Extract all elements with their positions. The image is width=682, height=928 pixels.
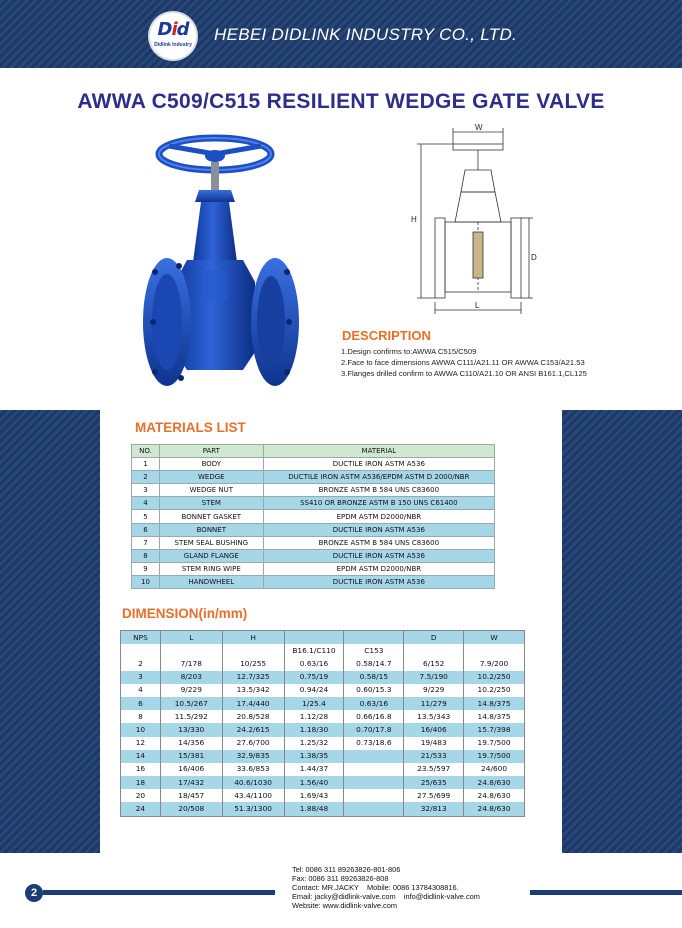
description-list (341, 346, 587, 379)
table-cell (160, 644, 222, 657)
table-cell: DUCTILE IRON ASTM A536 (263, 458, 494, 471)
contact-person: Contact: MR.JACKY Mobile: 0086 13784308816. (292, 883, 459, 892)
table-cell (121, 644, 161, 657)
table-cell: 0.94/24 (284, 684, 344, 697)
description-item: 3.Flanges drilled confirm to AWWA C110/A21.10 OR ANSI B161.1,CL125 (341, 369, 587, 378)
table-cell: 0.63/16 (284, 657, 344, 670)
materials-row (132, 510, 495, 523)
table-cell: WEDGE (159, 471, 263, 484)
table-cell: L (160, 631, 222, 645)
table-cell: 51.3/1300 (222, 802, 284, 816)
table-cell: 1.44/37 (284, 763, 344, 776)
table-cell: 18/457 (160, 789, 222, 802)
logo-text: Did (157, 19, 189, 40)
materials-row (132, 562, 495, 575)
table-cell: 10.5/267 (160, 697, 222, 710)
table-cell: 0.58/15 (344, 671, 404, 684)
contact-fax: Fax: 0086 311 89263826-808 (292, 874, 389, 883)
dimension-row (121, 776, 525, 789)
table-cell (344, 631, 404, 645)
table-cell: 1.69/43 (284, 789, 344, 802)
table-cell: BONNET GASKET (159, 510, 263, 523)
table-cell: NPS (121, 631, 161, 645)
table-cell: 10 (132, 575, 160, 588)
table-cell: 1.18/30 (284, 723, 344, 736)
table-cell: STEM (159, 497, 263, 510)
page-title: AWWA C509/C515 RESILIENT WEDGE GATE VALVE (77, 90, 605, 113)
table-cell: W (464, 631, 525, 645)
table-cell: 0.58/14.7 (344, 657, 404, 670)
table-cell: NO. (132, 445, 160, 458)
materials-header-row (132, 445, 495, 458)
table-cell: WEDGE NUT (159, 484, 263, 497)
table-cell: 24.8/630 (464, 776, 525, 789)
materials-table (131, 444, 495, 589)
table-cell: 8/203 (160, 671, 222, 684)
table-cell: 0.75/19 (284, 671, 344, 684)
table-cell: 27.5/699 (404, 789, 464, 802)
dim-label-d: D (531, 253, 537, 262)
dimension-row (121, 684, 525, 697)
dimension-row (121, 750, 525, 763)
table-cell: 4 (121, 684, 161, 697)
table-cell (464, 644, 525, 657)
dimension-heading: DIMENSION(in/mm) (122, 606, 248, 621)
table-cell: 1.25/32 (284, 737, 344, 750)
description-item: 2.Face to face dimensions AWWA C111/A21.11 OR AWWA C153/A21.53 (341, 358, 585, 367)
dimension-row (121, 710, 525, 723)
materials-row (132, 575, 495, 588)
table-cell (344, 763, 404, 776)
description-item: 1.Design confirms to:AWWA C515/C509 (341, 347, 477, 356)
dimension-row (121, 697, 525, 710)
dimension-row (121, 737, 525, 750)
table-cell: 24.8/630 (464, 802, 525, 816)
table-cell: 10.2/250 (464, 671, 525, 684)
table-cell: B16.1/C110 (284, 644, 344, 657)
table-cell: 19.7/500 (464, 750, 525, 763)
table-cell: 2 (121, 657, 161, 670)
table-cell: 32/813 (404, 802, 464, 816)
dim-label-w: W (475, 123, 483, 132)
table-cell: 15/381 (160, 750, 222, 763)
table-cell: 14.8/375 (464, 710, 525, 723)
materials-row (132, 497, 495, 510)
table-cell: 14 (121, 750, 161, 763)
table-cell: 25/635 (404, 776, 464, 789)
footer-bar-right (530, 890, 682, 895)
table-cell: PART (159, 445, 263, 458)
table-cell: 1.38/35 (284, 750, 344, 763)
table-cell: 15.7/398 (464, 723, 525, 736)
table-cell: 10.2/250 (464, 684, 525, 697)
table-cell (344, 789, 404, 802)
dimension-subheader-row (121, 644, 525, 657)
table-cell: 0.60/15.3 (344, 684, 404, 697)
table-cell: 6 (132, 523, 160, 536)
footer-bar-left (43, 890, 275, 895)
table-cell: 20 (121, 789, 161, 802)
dimension-row (121, 671, 525, 684)
dimension-row (121, 657, 525, 670)
table-cell: 13.5/342 (222, 684, 284, 697)
materials-heading: MATERIALS LIST (135, 420, 246, 435)
table-cell: 24.2/615 (222, 723, 284, 736)
dimension-header-row (121, 631, 525, 645)
table-cell: 11.5/292 (160, 710, 222, 723)
table-cell: 14.8/375 (464, 697, 525, 710)
table-cell: 3 (132, 484, 160, 497)
dimension-row (121, 763, 525, 776)
table-cell: 10 (121, 723, 161, 736)
table-cell: 17/432 (160, 776, 222, 789)
table-cell (344, 802, 404, 816)
table-cell: BRONZE ASTM B 584 UNS C83600 (263, 484, 494, 497)
table-cell: 19/483 (404, 737, 464, 750)
table-cell: BODY (159, 458, 263, 471)
table-cell: 20/508 (160, 802, 222, 816)
table-cell: 40.6/1030 (222, 776, 284, 789)
table-cell: BONNET (159, 523, 263, 536)
table-cell: 0.73/18.6 (344, 737, 404, 750)
table-cell: 9 (132, 562, 160, 575)
table-cell: 33.6/853 (222, 763, 284, 776)
table-cell (344, 776, 404, 789)
table-cell: DUCTILE IRON ASTM A536 (263, 549, 494, 562)
table-cell: 1.56/40 (284, 776, 344, 789)
dimension-row (121, 723, 525, 736)
side-stripe-right (562, 410, 682, 853)
table-cell: 24.8/630 (464, 789, 525, 802)
table-cell: 21/533 (404, 750, 464, 763)
table-cell: 0.66/16.8 (344, 710, 404, 723)
materials-row (132, 549, 495, 562)
table-cell: 19.7/500 (464, 737, 525, 750)
table-cell: 9/229 (404, 684, 464, 697)
table-cell: 14/356 (160, 737, 222, 750)
table-cell: 13.5/343 (404, 710, 464, 723)
table-cell: 11/279 (404, 697, 464, 710)
side-stripe-left (0, 410, 100, 853)
table-cell: 18 (121, 776, 161, 789)
table-cell: 43.4/1100 (222, 789, 284, 802)
table-cell: H (222, 631, 284, 645)
table-cell: BRONZE ASTM B 584 UNS C83600 (263, 536, 494, 549)
table-cell: 23.5/597 (404, 763, 464, 776)
materials-row (132, 484, 495, 497)
table-cell: 8 (132, 549, 160, 562)
company-name: HEBEI DIDLINK INDUSTRY CO., LTD. (214, 25, 518, 44)
contact-info (292, 865, 480, 910)
table-cell: 9/229 (160, 684, 222, 697)
materials-row (132, 471, 495, 484)
table-cell: 13/330 (160, 723, 222, 736)
table-cell: 4 (132, 497, 160, 510)
table-cell: EPDM ASTM D2000/NBR (263, 510, 494, 523)
table-cell: 3 (121, 671, 161, 684)
table-cell: SS410 OR BRONZE ASTM B 150 UNS C61400 (263, 497, 494, 510)
table-cell: 1 (132, 458, 160, 471)
table-cell: 2 (132, 471, 160, 484)
header-banner (0, 0, 682, 68)
table-cell: MATERIAL (263, 445, 494, 458)
table-cell: 6/152 (404, 657, 464, 670)
dimension-row (121, 789, 525, 802)
table-cell: 1.12/28 (284, 710, 344, 723)
dimension-row (121, 802, 525, 816)
table-cell (284, 631, 344, 645)
table-cell (344, 750, 404, 763)
table-cell: 32.9/835 (222, 750, 284, 763)
table-cell: 6 (121, 697, 161, 710)
table-cell: 0.63/16 (344, 697, 404, 710)
table-cell: 1/25.4 (284, 697, 344, 710)
contact-email: Email: jacky@didlink-valve.com info@didlink-valve.com (292, 892, 480, 901)
table-cell: 7/178 (160, 657, 222, 670)
table-cell (222, 644, 284, 657)
valve-photo (143, 132, 303, 394)
logo-subtext: Didlink Industry (154, 42, 192, 48)
table-cell: 5 (132, 510, 160, 523)
table-cell: DUCTILE IRON ASTM A536 (263, 523, 494, 536)
dim-label-l: L (475, 301, 480, 310)
table-cell: 17.4/440 (222, 697, 284, 710)
table-cell: 24 (121, 802, 161, 816)
table-cell: 16 (121, 763, 161, 776)
table-cell: 27.6/700 (222, 737, 284, 750)
company-logo (150, 13, 196, 59)
table-cell: D (404, 631, 464, 645)
table-cell: C153 (344, 644, 404, 657)
table-cell: STEM SEAL BUSHING (159, 536, 263, 549)
dimension-table (120, 630, 525, 817)
valve-technical-drawing (405, 122, 538, 322)
table-cell: 16/406 (404, 723, 464, 736)
table-cell: 7.5/190 (404, 671, 464, 684)
materials-row (132, 523, 495, 536)
contact-tel: Tel: 0086 311 89263826-801-806 (292, 865, 401, 874)
table-cell: 20.8/528 (222, 710, 284, 723)
table-cell: 24/600 (464, 763, 525, 776)
table-cell: 8 (121, 710, 161, 723)
materials-row (132, 536, 495, 549)
table-cell: 1.88/48 (284, 802, 344, 816)
table-cell: GLAND FLANGE (159, 549, 263, 562)
page-number: 2 (25, 884, 43, 902)
table-cell: DUCTILE IRON ASTM A536/EPDM ASTM D 2000/NBR (263, 471, 494, 484)
table-cell: DUCTILE IRON ASTM A536 (263, 575, 494, 588)
materials-row (132, 458, 495, 471)
table-cell (404, 644, 464, 657)
table-cell: 16/406 (160, 763, 222, 776)
table-cell: 12 (121, 737, 161, 750)
table-cell: 7 (132, 536, 160, 549)
table-cell: 0.70/17.8 (344, 723, 404, 736)
description-heading: DESCRIPTION (342, 328, 431, 343)
table-cell: STEM RING WIPE (159, 562, 263, 575)
dim-label-h: H (411, 215, 417, 224)
contact-website: Website: www.didlink-valve.com (292, 901, 398, 910)
table-cell: EPDM ASTM D2000/NBR (263, 562, 494, 575)
table-cell: 10/255 (222, 657, 284, 670)
table-cell: HANDWHEEL (159, 575, 263, 588)
table-cell: 7.9/200 (464, 657, 525, 670)
table-cell: 12.7/325 (222, 671, 284, 684)
